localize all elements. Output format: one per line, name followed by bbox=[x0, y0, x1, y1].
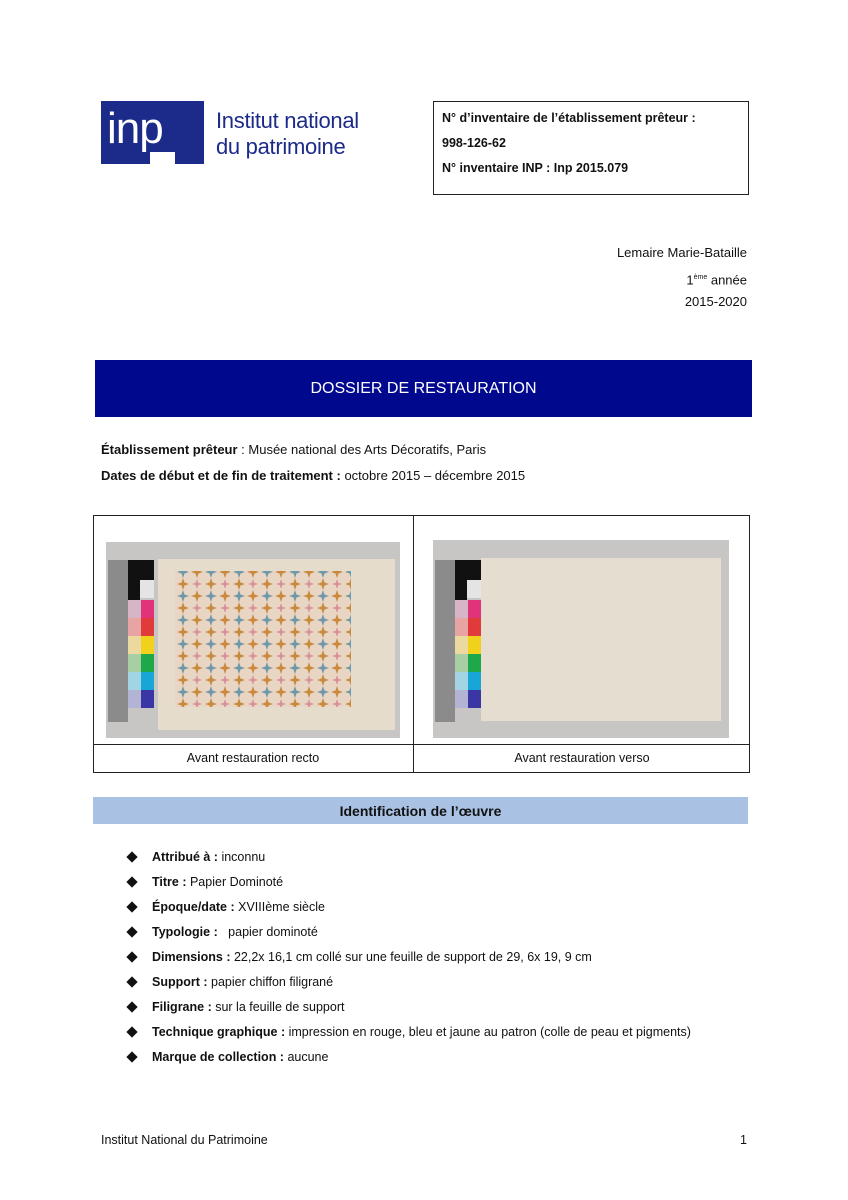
diamond-bullet-icon bbox=[126, 901, 137, 912]
page-number: 1 bbox=[740, 1133, 747, 1147]
logo-name-line2: du patrimoine bbox=[216, 134, 346, 159]
item-value: impression en rouge, bleu et jaune au patron (colle de peau et pigments) bbox=[285, 1025, 691, 1039]
document-title: DOSSIER DE RESTAURATION bbox=[95, 360, 752, 417]
year-word: année bbox=[707, 272, 747, 288]
item-label: Titre : bbox=[152, 875, 187, 889]
item-label: Attribué à : bbox=[152, 850, 218, 864]
item-value: papier dominoté bbox=[217, 925, 318, 939]
lender-line bbox=[101, 437, 486, 462]
inventory-inp-line: N° inventaire INP : Inp 2015.079 bbox=[442, 161, 629, 175]
lender-label: Établissement prêteur bbox=[101, 442, 238, 457]
item-label: Typologie : bbox=[152, 925, 218, 939]
list-item bbox=[126, 1020, 726, 1045]
verso-caption: Avant restauration verso bbox=[514, 751, 650, 765]
item-label: Filigrane : bbox=[152, 1000, 212, 1014]
inventory-lender-number: 998-126-62 bbox=[442, 136, 506, 150]
verso-photo bbox=[433, 540, 729, 738]
year-superscript: ème bbox=[693, 274, 708, 281]
verso-photo-image bbox=[433, 540, 729, 738]
item-value: XVIIIème siècle bbox=[234, 900, 325, 914]
dates-value: octobre 2015 – décembre 2015 bbox=[340, 468, 526, 483]
list-item bbox=[126, 945, 726, 970]
list-item bbox=[126, 1045, 726, 1070]
dates-label: Dates de début et de fin de traitement : bbox=[101, 468, 341, 483]
recto-caption: Avant restauration recto bbox=[186, 751, 320, 765]
author-name: Lemaire Marie-Bataille bbox=[616, 245, 747, 260]
author-period: 2015-2020 bbox=[684, 294, 747, 309]
inventory-lender-label: N° d’inventaire de l’établissement prêteur : bbox=[442, 111, 696, 125]
diamond-bullet-icon bbox=[126, 926, 137, 937]
logo-name-line1: Institut national bbox=[216, 108, 359, 133]
item-value: papier chiffon filigrané bbox=[207, 975, 334, 989]
item-value: aucune bbox=[283, 1050, 329, 1064]
item-value: inconnu bbox=[217, 850, 266, 864]
lender-value: : Musée national des Arts Décoratifs, Paris bbox=[237, 442, 487, 457]
item-label: Époque/date : bbox=[152, 900, 235, 914]
list-item bbox=[126, 870, 726, 895]
caption-row-divider bbox=[93, 744, 750, 745]
diamond-bullet-icon bbox=[126, 851, 137, 862]
diamond-bullet-icon bbox=[126, 876, 137, 887]
identification-list bbox=[126, 845, 726, 1070]
list-item bbox=[126, 895, 726, 920]
item-label: Technique graphique : bbox=[152, 1025, 286, 1039]
logo-name bbox=[216, 108, 359, 160]
list-item bbox=[126, 845, 726, 870]
section-identification-header: Identification de l’œuvre bbox=[93, 797, 748, 824]
recto-photo-image bbox=[106, 542, 400, 738]
footer-institution: Institut National du Patrimoine bbox=[101, 1133, 268, 1147]
dates-line bbox=[101, 463, 525, 488]
diamond-bullet-icon bbox=[126, 976, 137, 987]
item-value: 22,2x 16,1 cm collé sur une feuille de support de 29, 6x 19, 9 cm bbox=[230, 950, 592, 964]
item-value: sur la feuille de support bbox=[211, 1000, 345, 1014]
image-table-divider bbox=[413, 515, 414, 773]
diamond-bullet-icon bbox=[126, 1001, 137, 1012]
year-number: 1 bbox=[686, 272, 694, 288]
diamond-bullet-icon bbox=[126, 1051, 137, 1062]
list-item bbox=[126, 995, 726, 1020]
list-item bbox=[126, 970, 726, 995]
item-label: Marque de collection : bbox=[152, 1050, 284, 1064]
item-value: Papier Dominoté bbox=[186, 875, 284, 889]
inventory-box bbox=[433, 101, 749, 195]
diamond-bullet-icon bbox=[126, 951, 137, 962]
list-item bbox=[126, 920, 726, 945]
item-label: Support : bbox=[152, 975, 208, 989]
recto-photo bbox=[106, 542, 400, 738]
diamond-bullet-icon bbox=[126, 1026, 137, 1037]
logo-abbr: inp bbox=[107, 104, 163, 153]
item-label: Dimensions : bbox=[152, 950, 231, 964]
